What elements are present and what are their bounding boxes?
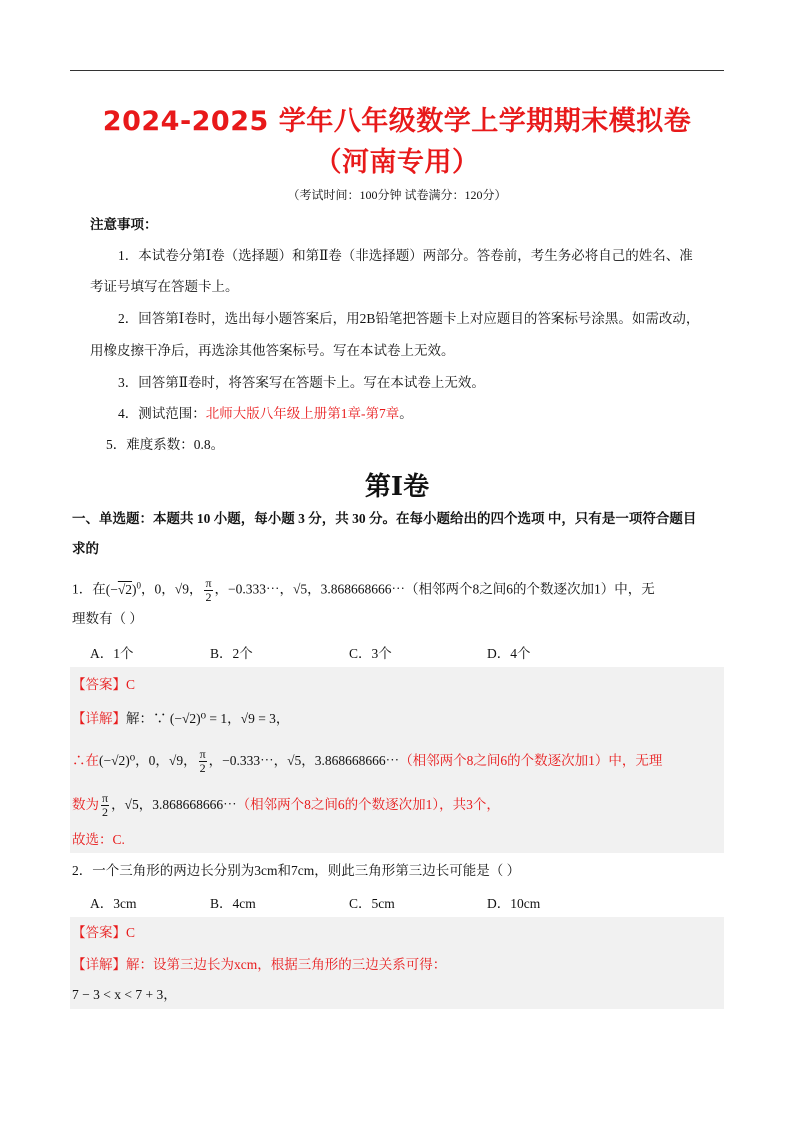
- notice-4: [118, 405, 413, 423]
- q1-line2: 理数有（ ）: [72, 611, 143, 626]
- q1-detail-2: ∴在(−√2)⁰，0，√9， $\frac{\pi}{2}$ ，−0.333⋯，√5，3.868668666⋯（相邻两个8之间6的个数逐次加1）中，无理: [72, 747, 663, 776]
- q2-option-a: A．3cm: [90, 896, 137, 911]
- q2-detail-label: 【详解】: [72, 957, 126, 972]
- q2-stem: 2．一个三角形的两边长分别为3cm和7cm，则此三角形第三边长可能是（ ）: [72, 863, 521, 878]
- notice-2a: 2．回答第Ⅰ卷时，选出每小题答案后，用2B铅笔把答题卡上对应题目的答案标号涂黑。如需改动，: [118, 311, 700, 326]
- exam-title: 2024-2025 学年八年级数学上学期期末模拟卷: [102, 106, 692, 137]
- q1-answer: 【答案】C: [72, 677, 136, 692]
- q2-detail-1: 【详解】解：设第三边长为xcm，根据三角形的三边关系可得：: [72, 957, 447, 972]
- q2-option-d: D．10cm: [487, 896, 541, 911]
- notice-2b: 用橡皮擦干净后，再选涂其他答案标号。写在本试卷上无效。: [90, 343, 455, 358]
- q1-detail-3: 数为 $\frac{\pi}{2}$ ，√5，3.868668666⋯（相邻两个8之间6的个数逐次加1），共3个，: [72, 791, 500, 820]
- notice-4-range: 北师大版八年级上册第1章-第7章: [205, 406, 400, 421]
- q1-option-b: B．2个: [210, 646, 253, 661]
- notice-4-prefix: 4．测试范围：: [118, 406, 206, 421]
- q2-detail-2: 7 − 3 < x < 7 + 3，: [72, 987, 177, 1002]
- q1-option-c: C．3个: [349, 646, 392, 661]
- q2-option-c: C．5cm: [349, 896, 395, 911]
- header-rule: [70, 70, 724, 71]
- notice-heading: 注意事项：: [90, 217, 158, 232]
- q1-rest: ，−0.333⋯，√5，3.868668666⋯（相邻两个8之间6的个数逐次加1）中，无: [214, 581, 655, 597]
- notice-1b: 考证号填写在答题卡上。: [90, 279, 239, 294]
- part-heading-a: 一、单选题：本题共 10 小题，每小题 3 分，共 30 分。在每小题给出的四个选项 中，只有是一项符合题目: [72, 511, 697, 526]
- exam-meta: （考试时间：100分钟 试卷满分：120分）: [287, 188, 507, 202]
- q2-option-b: B．4cm: [210, 896, 256, 911]
- notice-3: 3．回答第Ⅱ卷时，将答案写在答题卡上。写在本试卷上无效。: [118, 375, 485, 390]
- exam-subtitle: （河南专用）: [314, 147, 480, 178]
- part-heading-b: 求的: [72, 541, 99, 556]
- q1-stem: 1．在$(-√2)^0$，0，√9， $\frac{\pi}{2}$ ，−0.333⋯，√5，3.868668666⋯（相邻两个8之间6的个数逐次加1）中，无: [72, 575, 655, 604]
- q2-answer: 【答案】C: [72, 925, 136, 940]
- q1-detail-4: 故选：C.: [72, 832, 125, 847]
- notice-4-suffix: 。: [399, 406, 413, 421]
- q1-option-a: A．1个: [90, 646, 134, 661]
- notice-5: 5．难度系数：0.8。: [106, 437, 225, 452]
- q1-option-d: D．4个: [487, 646, 531, 661]
- q1-detail-label: 【详解】: [72, 711, 126, 726]
- pi-over-2: $\frac{\pi}{2}$: [205, 575, 212, 604]
- notice-1a: 1．本试卷分第Ⅰ卷（选择题）和第Ⅱ卷（非选择题）两部分。答卷前，考生务必将自己的姓名、准: [118, 248, 693, 263]
- q1-num: 1．在: [72, 581, 106, 597]
- q1-detail-1: 【详解】解：∵ (−√2)⁰ = 1，√9 = 3，: [72, 711, 290, 726]
- q1-items: ，0，√9，: [141, 581, 203, 597]
- section-title: 第Ⅰ卷: [364, 472, 430, 502]
